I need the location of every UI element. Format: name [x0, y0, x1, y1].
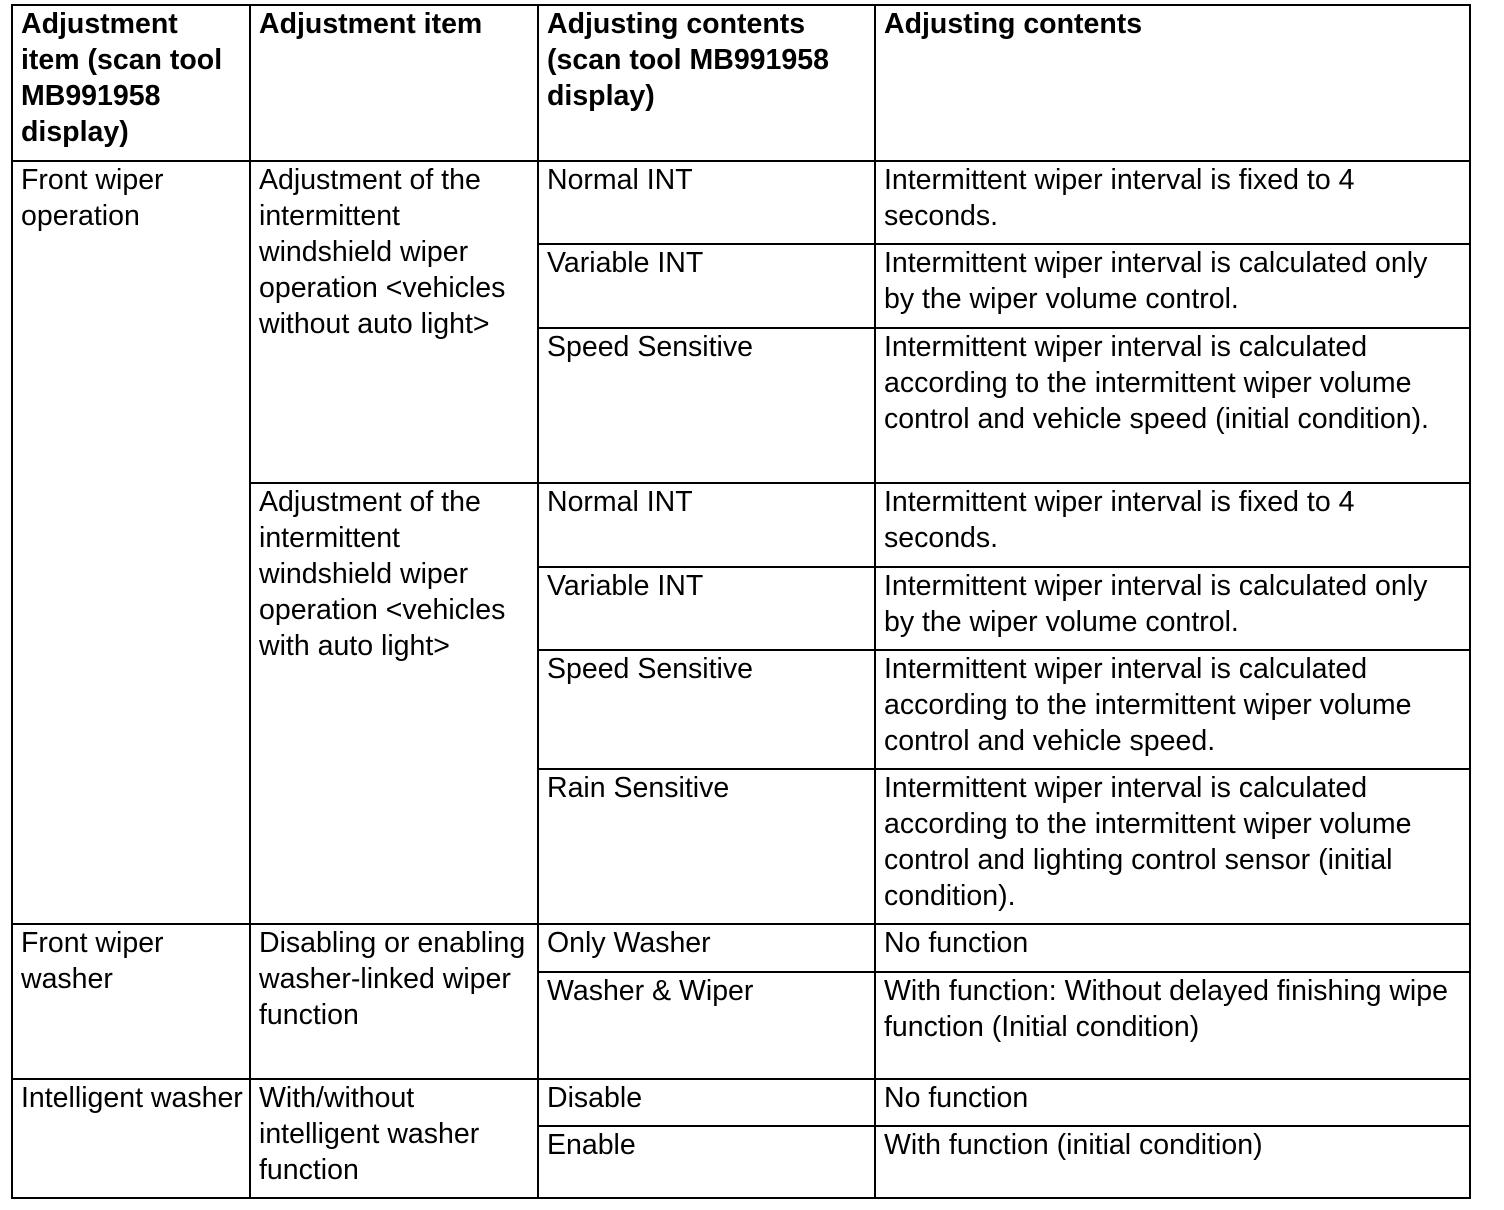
header-contents-display: Adjusting contents (scan tool MB991958 display)	[538, 5, 875, 161]
option-contents-cell: Intermittent wiper interval is fixed to 4 seconds.	[875, 161, 1470, 244]
option-contents-cell: With function: Without delayed finishing wipe function (Initial condition)	[875, 972, 1470, 1079]
item-cell: Disabling or enabling washer-linked wiper function	[250, 924, 538, 1079]
header-item: Adjustment item	[250, 5, 538, 161]
item-display-cell: Intelligent washer	[12, 1079, 250, 1198]
option-display-cell: Normal INT	[538, 161, 875, 244]
item-display-cell: Front wiper washer	[12, 924, 250, 1079]
table-row	[12, 161, 1470, 244]
header-contents: Adjusting contents	[875, 5, 1470, 161]
header-item-display: Adjustment item (scan tool MB991958 display)	[12, 5, 250, 161]
option-contents-cell: Intermittent wiper interval is calculated only by the wiper volume control.	[875, 244, 1470, 328]
option-display-cell: Washer & Wiper	[538, 972, 875, 1079]
option-display-cell: Variable INT	[538, 567, 875, 650]
table-row	[12, 1079, 1470, 1126]
option-contents-cell: With function (initial condition)	[875, 1126, 1470, 1198]
option-display-cell: Variable INT	[538, 244, 875, 328]
option-contents-cell: Intermittent wiper interval is calculated according to the intermittent wiper volume control and lighting control sensor (initial condition).	[875, 769, 1470, 924]
table-row	[12, 924, 1470, 972]
option-display-cell: Rain Sensitive	[538, 769, 875, 924]
option-display-cell: Only Washer	[538, 924, 875, 972]
option-contents-cell: Intermittent wiper interval is calculated according to the intermittent wiper volume control and vehicle speed.	[875, 650, 1470, 769]
option-contents-cell: Intermittent wiper interval is fixed to 4 seconds.	[875, 483, 1470, 567]
option-display-cell: Enable	[538, 1126, 875, 1198]
item-cell: With/without intelligent washer function	[250, 1079, 538, 1198]
option-display-cell: Normal INT	[538, 483, 875, 567]
option-display-cell: Speed Sensitive	[538, 650, 875, 769]
option-contents-cell: No function	[875, 1079, 1470, 1126]
option-display-cell: Speed Sensitive	[538, 328, 875, 483]
option-contents-cell: Intermittent wiper interval is calculated only by the wiper volume control.	[875, 567, 1470, 650]
item-cell: Adjustment of the intermittent windshield wiper operation <vehicles without auto light>	[250, 161, 538, 483]
table-header-row	[12, 5, 1470, 161]
item-display-cell: Front wiper operation	[12, 161, 250, 924]
adjustment-table	[11, 4, 1471, 1199]
option-display-cell: Disable	[538, 1079, 875, 1126]
item-cell: Adjustment of the intermittent windshield wiper operation <vehicles with auto light>	[250, 483, 538, 924]
option-contents-cell: No function	[875, 924, 1470, 972]
option-contents-cell: Intermittent wiper interval is calculated according to the intermittent wiper volume control and vehicle speed (initial condition).	[875, 328, 1470, 483]
